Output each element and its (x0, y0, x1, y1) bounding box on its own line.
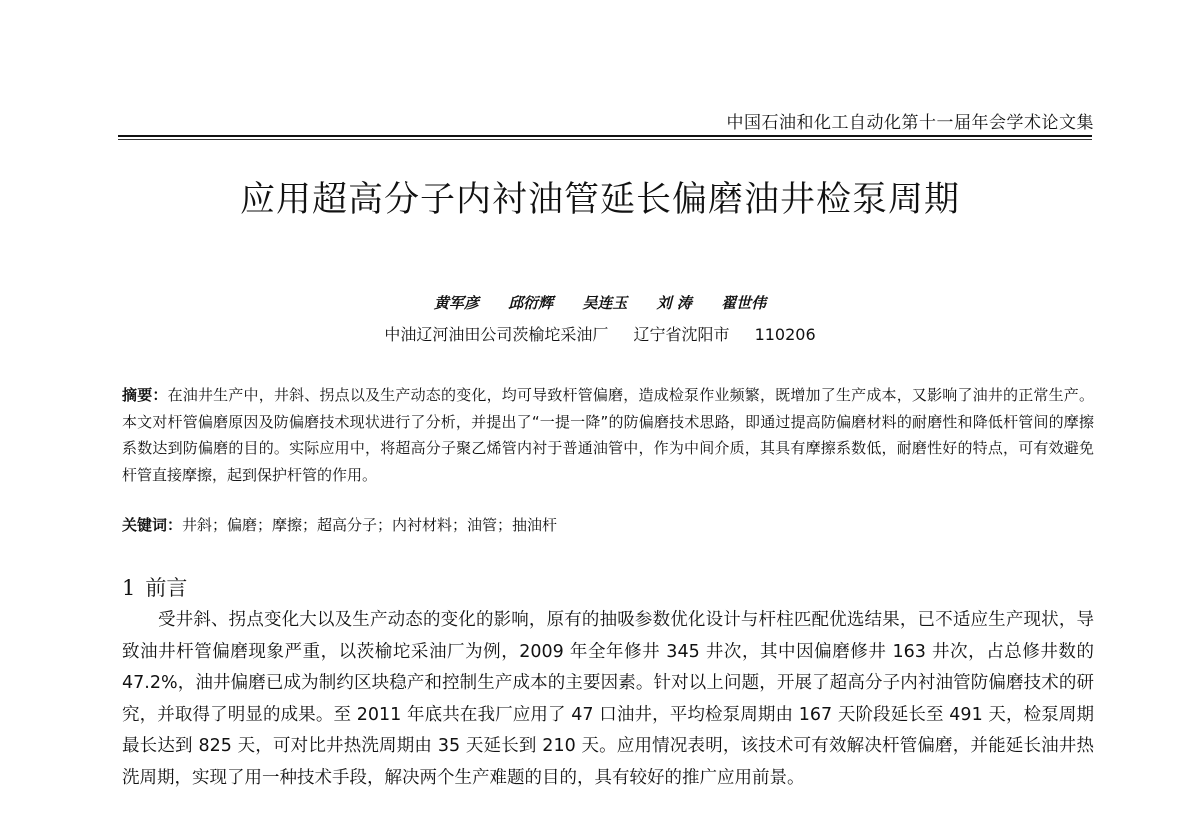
keywords-label: 关键词： (122, 516, 183, 534)
section-heading (122, 572, 187, 602)
paper-title: 应用超高分子内衬油管延长偏磨油井检泵周期 (239, 180, 960, 220)
header-rule (118, 135, 1092, 137)
running-header: 中国石油和化工自动化第十一届年会学术论文集 (726, 113, 1094, 133)
affiliation-postcode: 110206 (754, 325, 816, 344)
abstract-text: 在油井生产中，井斜、拐点以及生产动态的变化，均可导致杆管偏磨，造成检泵作业频繁，既增加了生产成本，又影响了油井的正常生产。本文对杆管偏磨原因及防偏磨技术现状进行了分析，并提出了“一提一降”的防偏磨技术思路，即通过提高防偏磨材料的耐磨性和降低杆管间的摩擦系数达到防偏磨的目的。实际应用中，将超高分子聚乙烯管内衬于普通油管中，作为中间介质，其具有摩擦系数低，耐磨性好的特点，可有效避免杆管直接摩擦，起到保护杆管的作用。 (122, 386, 1094, 484)
affiliation-org: 中油辽河油田公司茨榆坨采油厂 (384, 325, 609, 344)
body-paragraph: 受井斜、拐点变化大以及生产动态的变化的影响，原有的抽吸参数优化设计与杆柱匹配优选结果，已不适应生产现状，导致油井杆管偏磨现象严重，以茨榆坨采油厂为例，2009 年全年修井 345 井次，其中因偏磨修井 163 井次，占总修井数的 47.2%，油井偏磨已成为制约区块稳产和控制生产成本的主要因素。针对以上问题，开展了超高分子内衬油管防偏磨技术的研究，并取得了明显的成果。至 2011 年底共在我厂应用了 47 口油井，平均检泵周期由 167 天阶段延长至 491 天，检泵周期最长达到 825 天，可对比井热洗周期由 35 天延长到 210 天。应用情况表明，该技术可有效解决杆管偏磨，并能延长油井热洗周期，实现了用一种技术手段，解决两个生产难题的目的，具有较好的推广应用前景。 (122, 610, 1094, 788)
abstract-label: 摘要： (122, 386, 168, 404)
section-title: 前言 (145, 576, 188, 600)
abstract (122, 382, 1094, 488)
section-number: 1 (122, 576, 136, 600)
author-list (0, 292, 1200, 313)
affiliation (0, 322, 1200, 345)
author-name: 黄军彦 (433, 294, 479, 312)
author-name: 刘 涛 (656, 294, 692, 312)
author-name: 翟世伟 (721, 294, 767, 312)
keywords (122, 514, 1094, 535)
affiliation-location: 辽宁省沈阳市 (633, 325, 730, 344)
keywords-text: 井斜；偏磨；摩擦；超高分子；内衬材料；油管；抽油杆 (182, 516, 558, 534)
author-name: 吴连玉 (582, 294, 628, 312)
author-name: 邱衍辉 (508, 294, 554, 312)
header-rule-thin (118, 139, 1092, 140)
